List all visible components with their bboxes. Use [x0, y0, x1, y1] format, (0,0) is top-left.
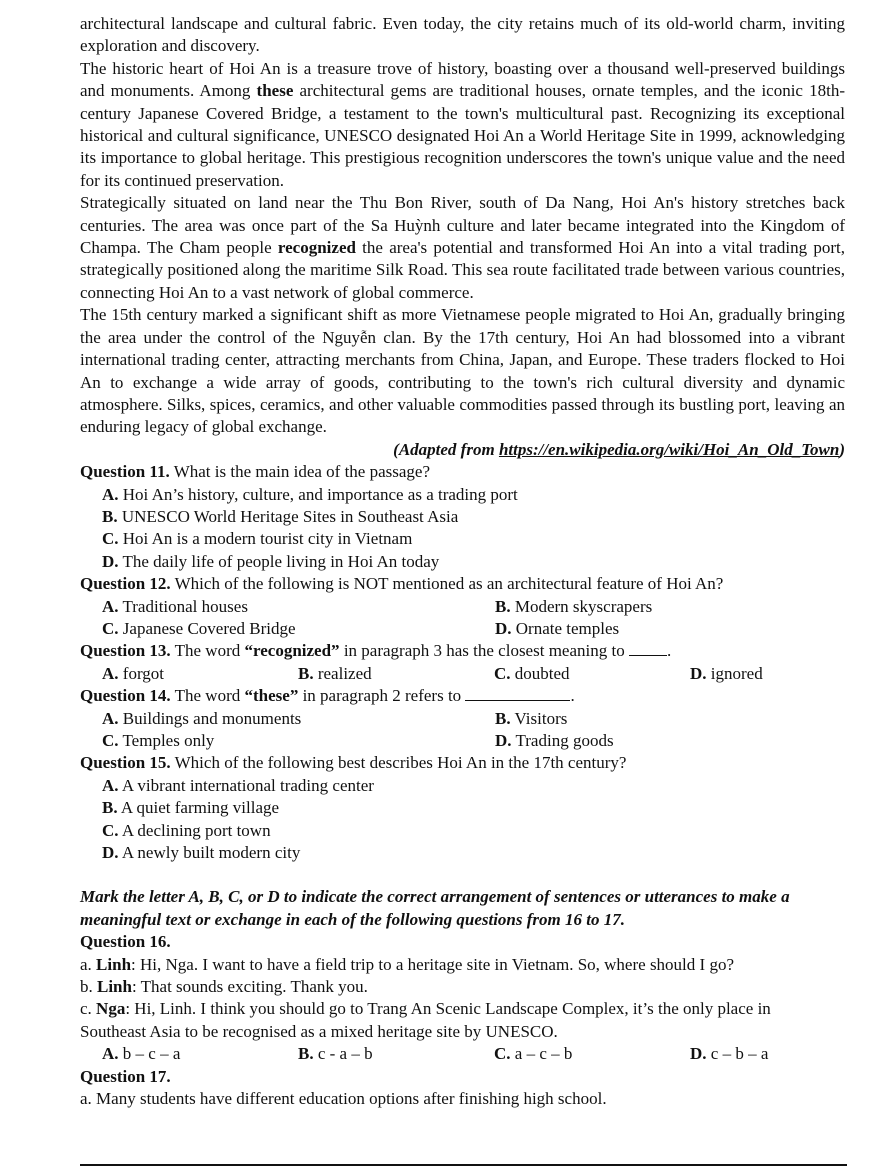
option-text: Temples only [118, 731, 215, 750]
option-16-b[interactable] [298, 1043, 494, 1065]
option-letter: B. [102, 798, 118, 818]
question-15 [80, 752, 845, 774]
answer-blank[interactable] [629, 641, 667, 656]
dialogue-line-c [80, 998, 780, 1043]
line-text: : Hi, Nga. I want to have a field trip to a heritage site in Vietnam. So, where should I go? [131, 954, 734, 974]
option-letter: B. [495, 596, 511, 616]
source-suffix: ) [839, 439, 845, 459]
option-text: UNESCO World Heritage Sites in Southeast Asia [117, 506, 459, 526]
question-stem: Which of the following best describes Hoi An in the 17th century? [170, 753, 627, 773]
option-row [80, 708, 845, 730]
option-11-d[interactable] [80, 551, 845, 573]
option-text: forgot [118, 663, 165, 683]
question-label: Question 15. [80, 753, 171, 773]
option-16-c[interactable] [494, 1043, 690, 1065]
question-stem: in paragraph 2 refers to [298, 686, 466, 706]
line-text: : That sounds exciting. Thank you. [131, 977, 368, 997]
option-row [80, 663, 845, 685]
option-letter: C. [102, 618, 119, 638]
option-text: b – c – a [118, 1044, 181, 1064]
question-stem: What is the main idea of the passage? [169, 462, 431, 482]
option-letter: D. [495, 618, 512, 638]
option-15-d[interactable] [80, 842, 845, 864]
question-label: Question 11. [80, 462, 170, 482]
option-letter: C. [494, 1044, 511, 1064]
line-prefix: a. [80, 954, 97, 974]
option-text: Hoi An is a modern tourist city in Vietnam [118, 529, 413, 549]
passage-paragraph-4 [80, 304, 845, 438]
passage-text: The historic heart of Hoi An is a treasure trove of history, boasting over a thousand well-preserved buildings and monuments. Among [80, 58, 845, 101]
passage-paragraph-2 [80, 58, 845, 192]
question-16 [80, 931, 845, 953]
option-text: Ornate temples [511, 618, 620, 638]
line-text: : Hi, Linh. I think you should go to Trang An Scenic Landscape Complex, it’s the only place in Southeast Asia to be recognised as a mixed heritage site by UNESCO. [80, 999, 771, 1041]
option-letter: D. [102, 551, 119, 571]
option-letter: D. [690, 1044, 707, 1064]
option-letter: B. [102, 506, 118, 526]
option-13-b[interactable] [298, 663, 494, 685]
option-13-c[interactable] [494, 663, 690, 685]
question-stem: in paragraph 3 has the closest meaning to [339, 641, 629, 661]
option-text: Traditional houses [118, 596, 248, 616]
option-13-a[interactable] [102, 663, 298, 685]
option-letter: D. [102, 843, 119, 863]
question-12 [80, 573, 845, 595]
question-label: Question 16. [80, 932, 171, 952]
question-17 [80, 1066, 845, 1088]
document-page [80, 13, 845, 1111]
option-row [80, 730, 845, 752]
line-prefix: b. [80, 977, 97, 997]
option-text: Trading goods [511, 731, 614, 750]
source-link[interactable]: https://en.wikipedia.org/wiki/Hoi_An_Old_Town [498, 439, 840, 459]
option-row [80, 1043, 845, 1065]
option-15-a[interactable] [80, 775, 845, 797]
question-14 [80, 685, 845, 707]
passage-text: The 15th century marked a significant shift as more Vietnamese people migrated to Hoi An, gradually bringing the area under the control of the Nguyễn clan. By the 17th century, Hoi An had blossomed into a vibrant international trading center, attracting merchants from China, Japan, and Europe. These traders flocked to Hoi An to exchange a wide array of goods, contributing to the town's rich cultural diversity and dynamic atmosphere. Silks, spices, ceramics, and other valuable commodities passed through its bustling port, leaving an enduring legacy of global exchange. [80, 305, 845, 437]
option-14-a[interactable] [102, 708, 495, 730]
highlighted-word-recognized: recognized [277, 238, 356, 258]
question-label: Question 14. [80, 686, 171, 706]
option-text: c – b – a [706, 1044, 769, 1064]
passage-paragraph-3 [80, 192, 845, 304]
passage-text: architectural landscape and cultural fabric. Even today, the city retains much of its old-world charm, inviting exploration and discovery. [80, 14, 845, 56]
passage-text: the area's potential and transformed Hoi An into a vital trading port, strategically positioned along the maritime Silk Road. This sea route facilitated trade between various countries, connecting Hoi An to a vast network of global commerce. [80, 238, 845, 302]
dialogue-line-a [80, 954, 845, 976]
question-stem: The word [170, 686, 245, 706]
option-text: doubted [510, 663, 570, 683]
question-label: Question 13. [80, 641, 171, 661]
option-letter: A. [102, 708, 119, 728]
speaker-name: Nga [96, 999, 126, 1019]
question-end: . [666, 641, 672, 661]
line-prefix: c. [80, 999, 97, 1019]
option-text: Buildings and monuments [118, 708, 302, 728]
highlighted-word-these: these [256, 81, 294, 101]
option-text: A newly built modern city [118, 843, 301, 863]
option-row [80, 618, 845, 640]
option-letter: A. [102, 1044, 119, 1064]
option-11-a[interactable] [80, 484, 845, 506]
question-13 [80, 640, 845, 662]
option-12-d[interactable] [495, 618, 619, 640]
source-citation [80, 439, 845, 461]
option-text: The daily life of people living in Hoi An today [118, 551, 440, 571]
option-text: ignored [706, 663, 763, 683]
option-15-c[interactable] [80, 820, 845, 842]
option-letter: A. [102, 596, 119, 616]
option-letter: D. [690, 663, 707, 683]
question-stem: Which of the following is NOT mentioned as an architectural feature of Hoi An? [170, 574, 724, 594]
section-spacer [80, 864, 845, 886]
option-11-c[interactable] [80, 528, 845, 550]
option-16-a[interactable] [102, 1043, 298, 1065]
option-13-d[interactable] [690, 663, 763, 685]
option-text: A vibrant international trading center [118, 775, 374, 795]
option-letter: A. [102, 663, 119, 683]
option-12-b[interactable] [495, 596, 652, 618]
option-text: realized [313, 663, 372, 683]
question-label: Question 12. [80, 574, 171, 594]
option-row [80, 596, 845, 618]
passage-paragraph-1 [80, 13, 845, 58]
option-letter: B. [298, 663, 314, 683]
option-letter: C. [102, 529, 119, 549]
option-15-b[interactable] [80, 797, 845, 819]
question-stem: The word [170, 641, 245, 661]
option-letter: B. [495, 708, 511, 728]
option-text: Modern skyscrapers [510, 596, 653, 616]
option-letter: B. [298, 1044, 314, 1064]
option-text: A quiet farming village [117, 798, 280, 818]
option-text: c - a – b [313, 1044, 373, 1064]
option-12-a[interactable] [102, 596, 495, 618]
dialogue-line-b [80, 976, 845, 998]
option-12-c[interactable] [102, 618, 495, 640]
option-11-b[interactable] [80, 506, 845, 528]
page-bottom-rule [80, 1164, 847, 1166]
option-14-c[interactable] [102, 730, 495, 752]
option-14-d[interactable] [495, 730, 614, 752]
sentence-a: a. Many students have different education options after finishing high school. [80, 1089, 607, 1109]
passage-text: Strategically situated on land near the Thu Bon River, south of Da Nang, Hoi An's history stretches back centuries. The area was once part of the Sa Huỳnh culture and later became integrated into the Kingdom of Champa. The Cham people [80, 193, 845, 258]
passage-text: architectural gems are traditional houses, ornate temples, and the iconic 18th-century Japanese Covered Bridge, a testament to the town's multicultural past. Recognizing its exceptional historical and cultural significance, UNESCO designated Hoi An a World Heritage Site in 1999, acknowledging its importance to global heritage. This prestigious recognition underscores the town's unique value and the need for its continued preservation. [80, 81, 845, 190]
answer-blank[interactable] [465, 686, 570, 701]
section-instruction: Mark the letter A, B, C, or D to indicate the correct arrangement of sentences or utterances to make a meaningful text or exchange in each of the following questions from 16 to 17. [80, 887, 790, 929]
option-text: a – c – b [510, 1044, 573, 1064]
option-letter: C. [494, 663, 511, 683]
option-letter: D. [495, 731, 512, 750]
option-text: Japanese Covered Bridge [118, 618, 296, 638]
speaker-name: Linh [97, 977, 132, 997]
option-letter: C. [102, 820, 119, 840]
option-16-d[interactable] [690, 1043, 768, 1065]
speaker-name: Linh [96, 954, 132, 974]
option-text: Hoi An’s history, culture, and importance as a trading port [118, 484, 518, 504]
option-letter: C. [102, 731, 119, 750]
source-prefix: (Adapted from [393, 439, 499, 459]
question-label: Question 17. [80, 1066, 171, 1086]
option-letter: A. [102, 775, 119, 795]
option-text: Visitors [510, 708, 568, 728]
option-14-b[interactable] [495, 708, 567, 730]
question-keyword: “these” [244, 686, 299, 706]
option-text: A declining port town [118, 820, 271, 840]
question-end: . [570, 686, 575, 706]
question-11 [80, 461, 845, 483]
option-letter: A. [102, 484, 119, 504]
question-keyword: “recognized” [244, 641, 340, 661]
